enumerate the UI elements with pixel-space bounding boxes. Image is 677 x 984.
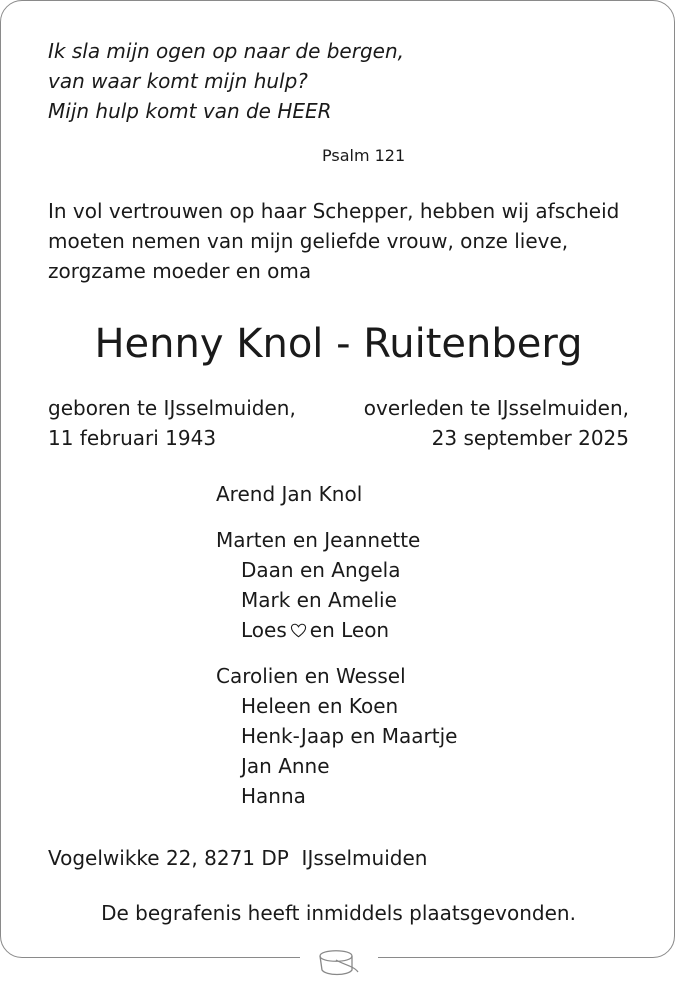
partner-name: en Leon — [309, 618, 390, 642]
family-group-2-child-4: Hanna — [241, 784, 306, 808]
psalm-verse — [48, 36, 404, 126]
child-name: Loes — [241, 618, 287, 642]
verse-line-1: Ik sla mijn ogen op naar de bergen, — [48, 39, 404, 63]
family-group-1-child-1: Daan en Angela — [241, 558, 401, 582]
spacer — [216, 509, 457, 525]
death-info — [364, 393, 629, 453]
intro-line-3: zorgzame moeder en oma — [48, 259, 312, 283]
family-group-2-parents: Carolien en Wessel — [216, 664, 406, 688]
family-group-1-parents: Marten en Jeannette — [216, 528, 421, 552]
intro-line-1: In vol vertrouwen op haar Schepper, hebben wij afscheid — [48, 199, 620, 223]
heart-icon — [290, 623, 307, 638]
death-date: 23 september 2025 — [431, 426, 629, 450]
birth-place: geboren te IJsselmuiden, — [48, 396, 296, 420]
family-group-1-child-2: Mark en Amelie — [241, 588, 397, 612]
intro-line-2: moeten nemen van mijn geliefde vrouw, onze lieve, — [48, 229, 569, 253]
family-group-2-child-3: Jan Anne — [241, 754, 330, 778]
closing-note: De begrafenis heeft inmiddels plaatsgevonden. — [101, 901, 576, 925]
birth-info — [48, 393, 296, 453]
intro-paragraph — [48, 196, 630, 286]
family-list — [216, 479, 457, 811]
verse-line-3: Mijn hulp komt van de HEER — [48, 99, 332, 123]
psalm-reference: Psalm 121 — [322, 146, 406, 165]
spouse-name: Arend Jan Knol — [216, 482, 363, 506]
ring-ornament-icon — [306, 940, 370, 980]
spacer — [216, 645, 457, 661]
family-group-1-child-3 — [216, 615, 457, 645]
deceased-name: Henny Knol - Ruitenberg — [94, 321, 583, 367]
family-group-2-child-1: Heleen en Koen — [241, 694, 399, 718]
death-place: overleden te IJsselmuiden, — [363, 396, 629, 420]
address: Vogelwikke 22, 8271 DP IJsselmuiden — [48, 846, 428, 870]
family-group-2-child-2: Henk-Jaap en Maartje — [241, 724, 458, 748]
birth-date: 11 februari 1943 — [48, 426, 217, 450]
verse-line-2: van waar komt mijn hulp? — [48, 69, 308, 93]
